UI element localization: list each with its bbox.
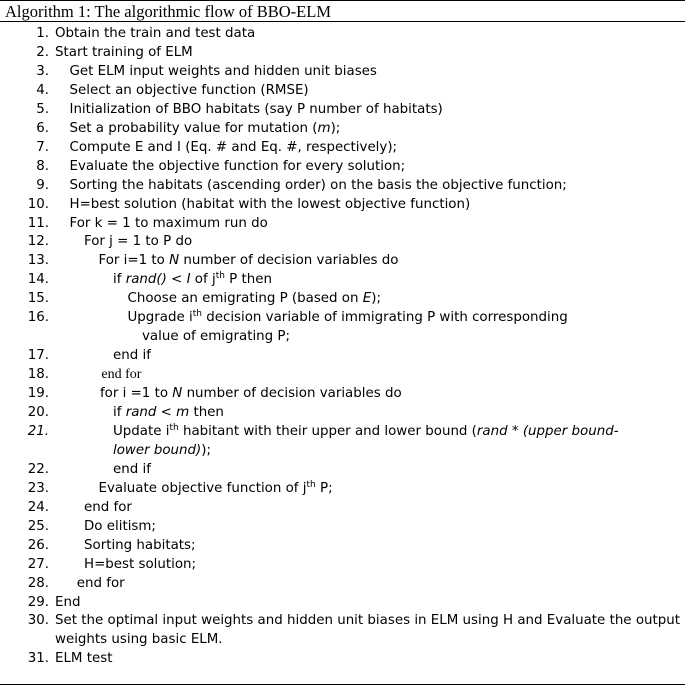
italic-text: lower bound)	[113, 442, 202, 458]
text-run: Sorting habitats;	[84, 537, 196, 553]
line-number: 2.	[36, 44, 49, 60]
text-run: end for	[76, 575, 125, 591]
line-content	[55, 44, 193, 61]
line-number: 5.	[36, 101, 49, 117]
line-content	[113, 442, 211, 459]
line-content	[70, 158, 406, 175]
text-run: <	[156, 405, 177, 420]
text-run: Do elitism;	[84, 518, 156, 534]
text-run: Obtain the train and test data	[55, 26, 256, 41]
line-number: 28.	[27, 575, 49, 591]
title-rule	[0, 21, 685, 22]
line-content	[113, 271, 272, 288]
line-content	[84, 233, 192, 250]
text-run: );	[371, 291, 381, 307]
line-number: 31.	[27, 651, 49, 667]
line-number: 23.	[27, 480, 49, 496]
line-number: 24.	[27, 499, 49, 515]
line-content	[77, 575, 125, 592]
line-content	[128, 290, 381, 307]
line-content	[70, 63, 377, 80]
algorithm-line	[0, 271, 685, 288]
line-content	[113, 347, 151, 364]
algorithm-line	[0, 631, 685, 648]
text-run: end if	[113, 348, 151, 364]
line-number: 11.	[27, 215, 49, 231]
line-content	[70, 215, 268, 232]
algorithm-line	[0, 518, 685, 535]
line-number: 25.	[27, 518, 49, 534]
algorithm-line	[0, 25, 685, 42]
superscript: th	[192, 309, 202, 320]
line-number: 3.	[36, 63, 49, 79]
line-content	[84, 537, 196, 554]
algorithm-line	[0, 442, 685, 459]
algorithm-line	[0, 461, 685, 478]
text-run: for i =1 to	[99, 386, 173, 402]
italic-text: rand * (upper bound-	[476, 423, 619, 439]
algorithm-line	[0, 404, 685, 421]
text-run: end for	[84, 499, 132, 515]
italic-text: m	[176, 405, 190, 420]
italic-text: E	[362, 291, 372, 307]
algorithm-line	[0, 423, 685, 440]
line-content	[55, 650, 112, 667]
text-run: Select an objective function (RMSE)	[69, 82, 309, 98]
line-number: 12.	[27, 234, 49, 250]
line-content	[70, 101, 443, 118]
line-content	[70, 177, 567, 194]
text-run: Upgrade i	[127, 310, 193, 326]
algorithm-line	[0, 139, 685, 156]
text-run: Get ELM input weights and hidden unit biases	[69, 63, 377, 79]
line-number: 26.	[27, 537, 49, 553]
superscript: th	[306, 479, 316, 490]
line-number: 13.	[27, 253, 49, 269]
line-number: 14.	[27, 272, 49, 288]
text-run: Compute E and I (Eq. # and Eq. #, respectively);	[69, 139, 398, 155]
line-content	[55, 594, 80, 611]
line-content	[142, 328, 290, 345]
algorithm-line	[0, 82, 685, 99]
line-number: 22.	[27, 461, 49, 477]
line-number: 19.	[27, 386, 49, 402]
text-run: end if	[113, 461, 151, 477]
bottom-rule	[0, 684, 685, 685]
text-run: of j	[190, 272, 216, 288]
text-run: For j = 1 to P do	[84, 234, 193, 250]
algorithm-line	[0, 385, 685, 402]
algorithm-line	[0, 215, 685, 232]
algorithm-line	[0, 537, 685, 554]
algorithm-line	[0, 594, 685, 611]
text-run: number of decision variables do	[179, 253, 399, 269]
line-content	[101, 366, 141, 383]
line-number: 7.	[36, 139, 49, 155]
line-content	[55, 612, 680, 629]
line-content	[70, 196, 471, 213]
text-run: Evaluate the objective function for every solution;	[69, 158, 406, 174]
line-number: 1.	[36, 26, 49, 41]
text-run: number of decision variables do	[182, 386, 402, 402]
italic-text: N	[172, 386, 183, 402]
text-run: P;	[315, 480, 333, 496]
text-run: );	[330, 120, 341, 136]
line-number: 16.	[27, 310, 49, 326]
text-run: For k = 1 to maximum run do	[69, 215, 268, 231]
text-run: Start training of ELM	[55, 44, 193, 60]
algorithm-line	[0, 177, 685, 194]
line-number: 4.	[36, 82, 49, 98]
algorithm-line	[0, 158, 685, 175]
line-content	[113, 461, 151, 478]
text-run: For i=1 to	[98, 253, 170, 269]
line-content	[70, 82, 309, 99]
line-content	[113, 404, 224, 421]
text-run: H=best solution (habitat with the lowest objective function)	[69, 196, 471, 212]
line-content	[55, 631, 223, 648]
line-number: 8.	[36, 158, 49, 174]
text-run: habitant with their upper and lower bound (	[178, 423, 477, 439]
superscript: th	[215, 271, 225, 282]
line-number: 30.	[27, 613, 49, 629]
line-number: 6.	[36, 120, 49, 136]
algorithm-line	[0, 63, 685, 80]
italic-text: m	[317, 120, 331, 136]
text-run: decision variable of immigrating P with corresponding	[201, 310, 568, 326]
text-run: end for	[101, 367, 142, 383]
text-run: <	[166, 272, 187, 288]
text-run: );	[201, 442, 212, 458]
text-run: if	[113, 272, 126, 288]
text-run: if	[113, 405, 126, 420]
line-number: 17.	[27, 348, 49, 364]
line-content	[84, 518, 156, 535]
algorithm-line	[0, 328, 685, 345]
line-content	[84, 556, 196, 573]
algorithm-line	[0, 480, 685, 497]
algorithm-line	[0, 650, 685, 667]
algorithm-line	[0, 612, 685, 629]
text-run: value of emigrating P;	[142, 329, 291, 345]
line-content	[84, 499, 132, 516]
text-run: Sorting the habitats (ascending order) on the basis the objective function;	[69, 177, 567, 193]
line-number: 27.	[27, 556, 49, 572]
superscript: th	[169, 422, 179, 433]
text-run: H=best solution;	[84, 556, 197, 572]
text-run: Set the optimal input weights and hidden unit biases in ELM using H and Evaluate the output	[55, 613, 680, 629]
line-number: 21.	[27, 423, 49, 439]
line-content	[128, 309, 568, 326]
text-run: P then	[224, 272, 272, 288]
text-run: weights using basic ELM.	[55, 632, 223, 648]
line-number: 18.	[27, 367, 49, 383]
algorithm-title: Algorithm 1: The algorithmic flow of BBO-ELM	[5, 2, 331, 21]
line-content	[99, 480, 333, 497]
line-content	[70, 139, 398, 156]
text-run: End	[55, 594, 81, 610]
top-rule	[0, 0, 685, 1]
algorithm-line	[0, 309, 685, 326]
line-content	[113, 423, 619, 440]
line-number: 29.	[27, 594, 49, 610]
line-number: 9.	[36, 177, 49, 193]
algorithm-line	[0, 366, 685, 383]
italic-text: I	[186, 272, 191, 288]
text-run: Evaluate objective function of j	[98, 480, 307, 496]
algorithm-line	[0, 575, 685, 592]
algorithm-line	[0, 44, 685, 61]
algorithm-line	[0, 556, 685, 573]
text-run: then	[189, 405, 224, 420]
line-content	[55, 25, 255, 42]
italic-text: N	[169, 253, 180, 269]
algorithm-line	[0, 120, 685, 137]
text-run: Initialization of BBO habitats (say P number of habitats)	[69, 101, 443, 117]
algorithm-line	[0, 499, 685, 516]
line-content	[100, 385, 402, 402]
algorithm-line	[0, 233, 685, 250]
line-content	[99, 252, 399, 269]
algorithm-line	[0, 347, 685, 364]
italic-text: rand()	[125, 272, 167, 288]
line-number: 10.	[27, 196, 49, 212]
text-run: Set a probability value for mutation (	[69, 120, 318, 136]
algorithm-line	[0, 290, 685, 307]
italic-text: rand	[125, 405, 157, 420]
line-number: 15.	[27, 291, 49, 307]
algorithm-line	[0, 196, 685, 213]
text-run: Choose an emigrating P (based on	[127, 291, 363, 307]
line-number: 20.	[27, 405, 49, 420]
text-run: Update i	[113, 423, 170, 439]
algorithm-line	[0, 101, 685, 118]
text-run: ELM test	[55, 651, 113, 667]
line-content	[70, 120, 341, 137]
algorithm-line	[0, 252, 685, 269]
